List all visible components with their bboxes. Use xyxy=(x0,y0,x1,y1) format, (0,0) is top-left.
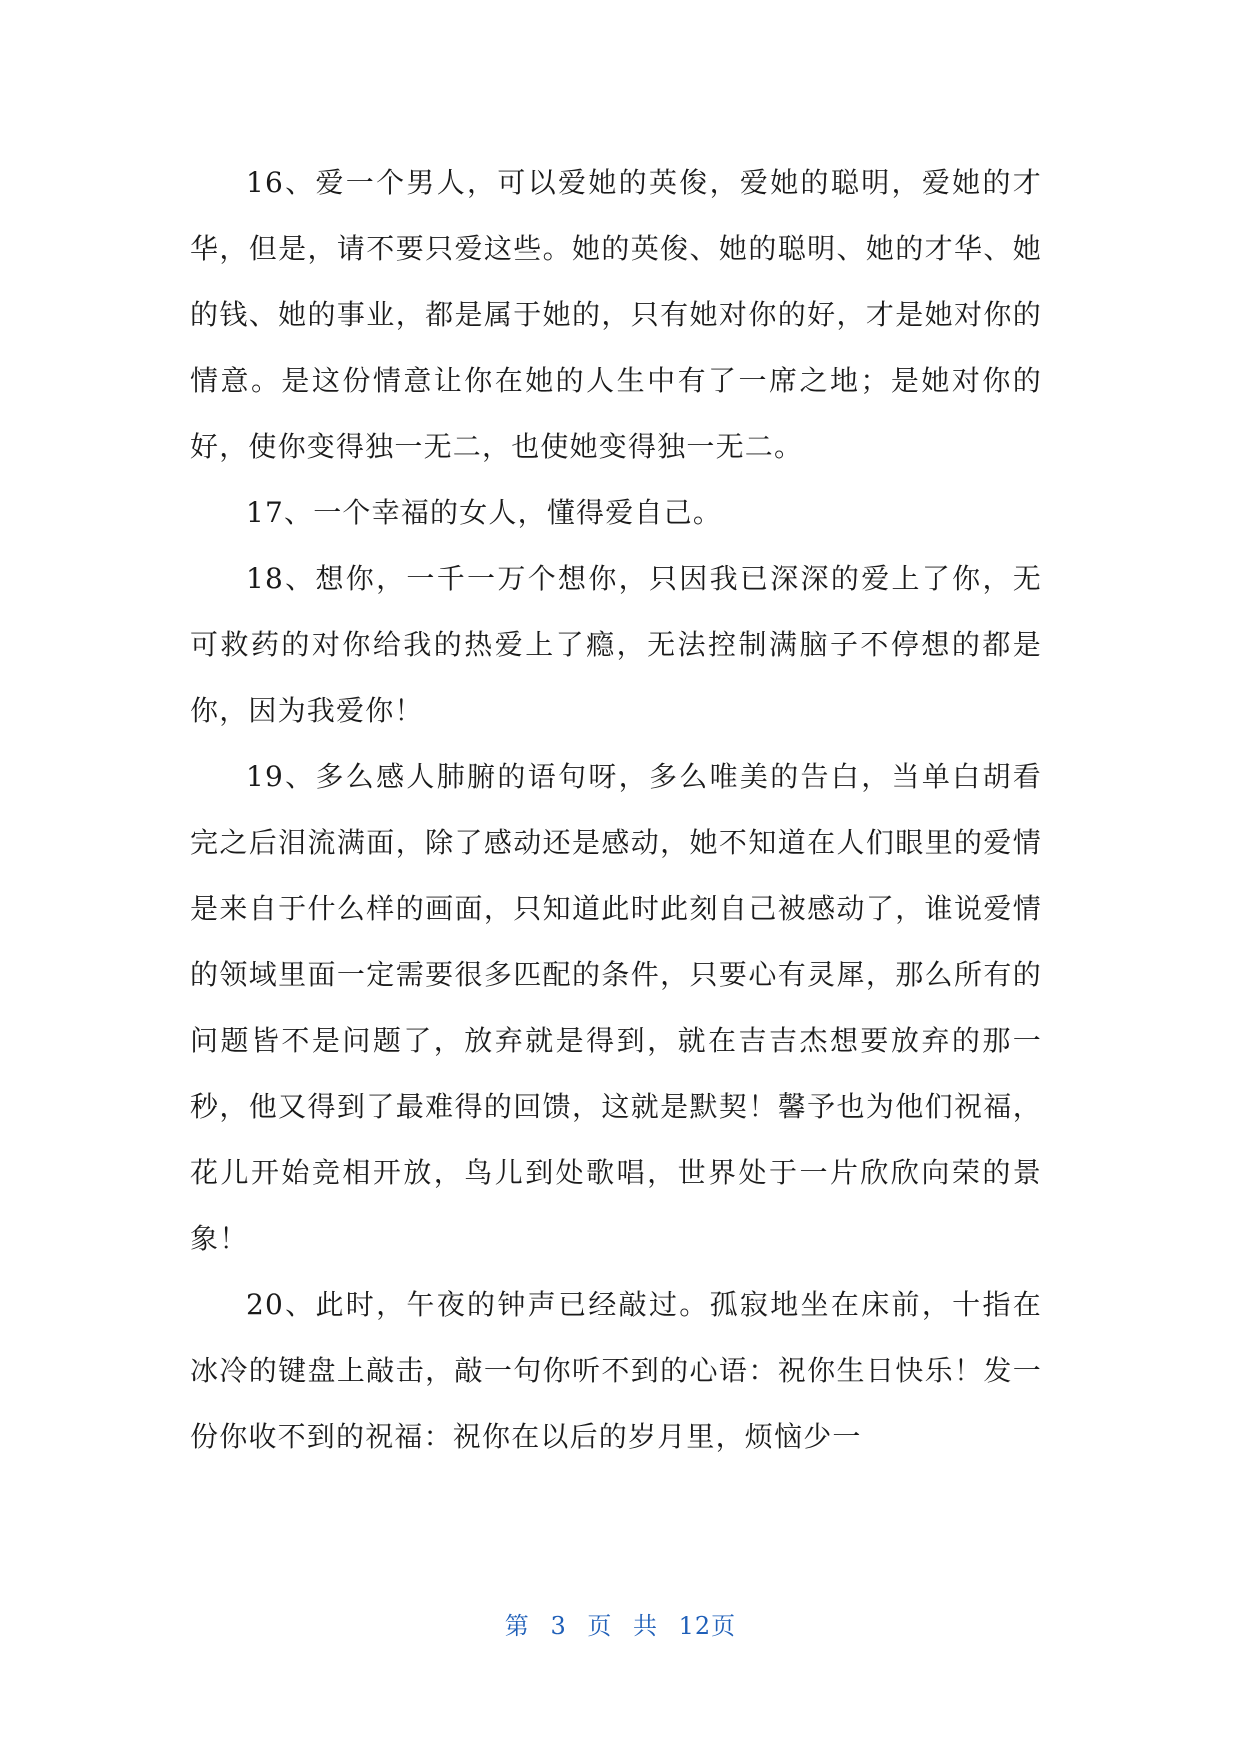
paragraph-16: 16、爱一个男人，可以爱她的英俊，爱她的聪明，爱她的才华，但是，请不要只爱这些。她的英俊、她的聪明、她的才华、她的钱、她的事业，都是属于她的，只有她对你的好，才是她对你的情意。是这份情意让你在她的人生中有了一席之地；是她对你的好，使你变得独一无二，也使她变得独一无二。 xyxy=(190,166,1042,463)
paragraph-19: 19、多么感人肺腑的语句呀，多么唯美的告白，当单白胡看完之后泪流满面，除了感动还是感动，她不知道在人们眼里的爱情是来自于什么样的画面，只知道此时此刻自己被感动了，谁说爱情的领域里面一定需要很多匹配的条件，只要心有灵犀，那么所有的问题皆不是问题了，放弃就是得到，就在吉吉杰想要放弃的那一秒，他又得到了最难得的回馈，这就是默契！馨予也为他们祝福，花儿开始竞相开放，鸟儿到处歌唱，世界处于一片欣欣向荣的景象！ xyxy=(190,760,1042,1255)
footer-total-pages: 12页 xyxy=(678,1612,737,1640)
footer-di-label: 第 xyxy=(504,1612,530,1640)
footer-current-page: 3 xyxy=(550,1612,567,1640)
paragraph-18: 18、想你，一千一万个想你，只因我已深深的爱上了你，无可救药的对你给我的热爱上了瘾，无法控制满脑子不停想的都是你，因为我爱你！ xyxy=(190,562,1042,727)
paragraph-20: 20、此时，午夜的钟声已经敲过。孤寂地坐在床前，十指在冰冷的键盘上敲击，敲一句你听不到的心语：祝你生日快乐！发一份你收不到的祝福：祝你在以后的岁月里，烦恼少一 xyxy=(190,1288,1042,1453)
document-body xyxy=(190,150,1042,1470)
footer-gong-label: 共 xyxy=(633,1612,658,1640)
footer-ye-label: 页 xyxy=(587,1612,613,1640)
page-footer xyxy=(0,1606,1241,1641)
paragraph-17: 17、一个幸福的女人，懂得爱自己。 xyxy=(246,496,723,529)
